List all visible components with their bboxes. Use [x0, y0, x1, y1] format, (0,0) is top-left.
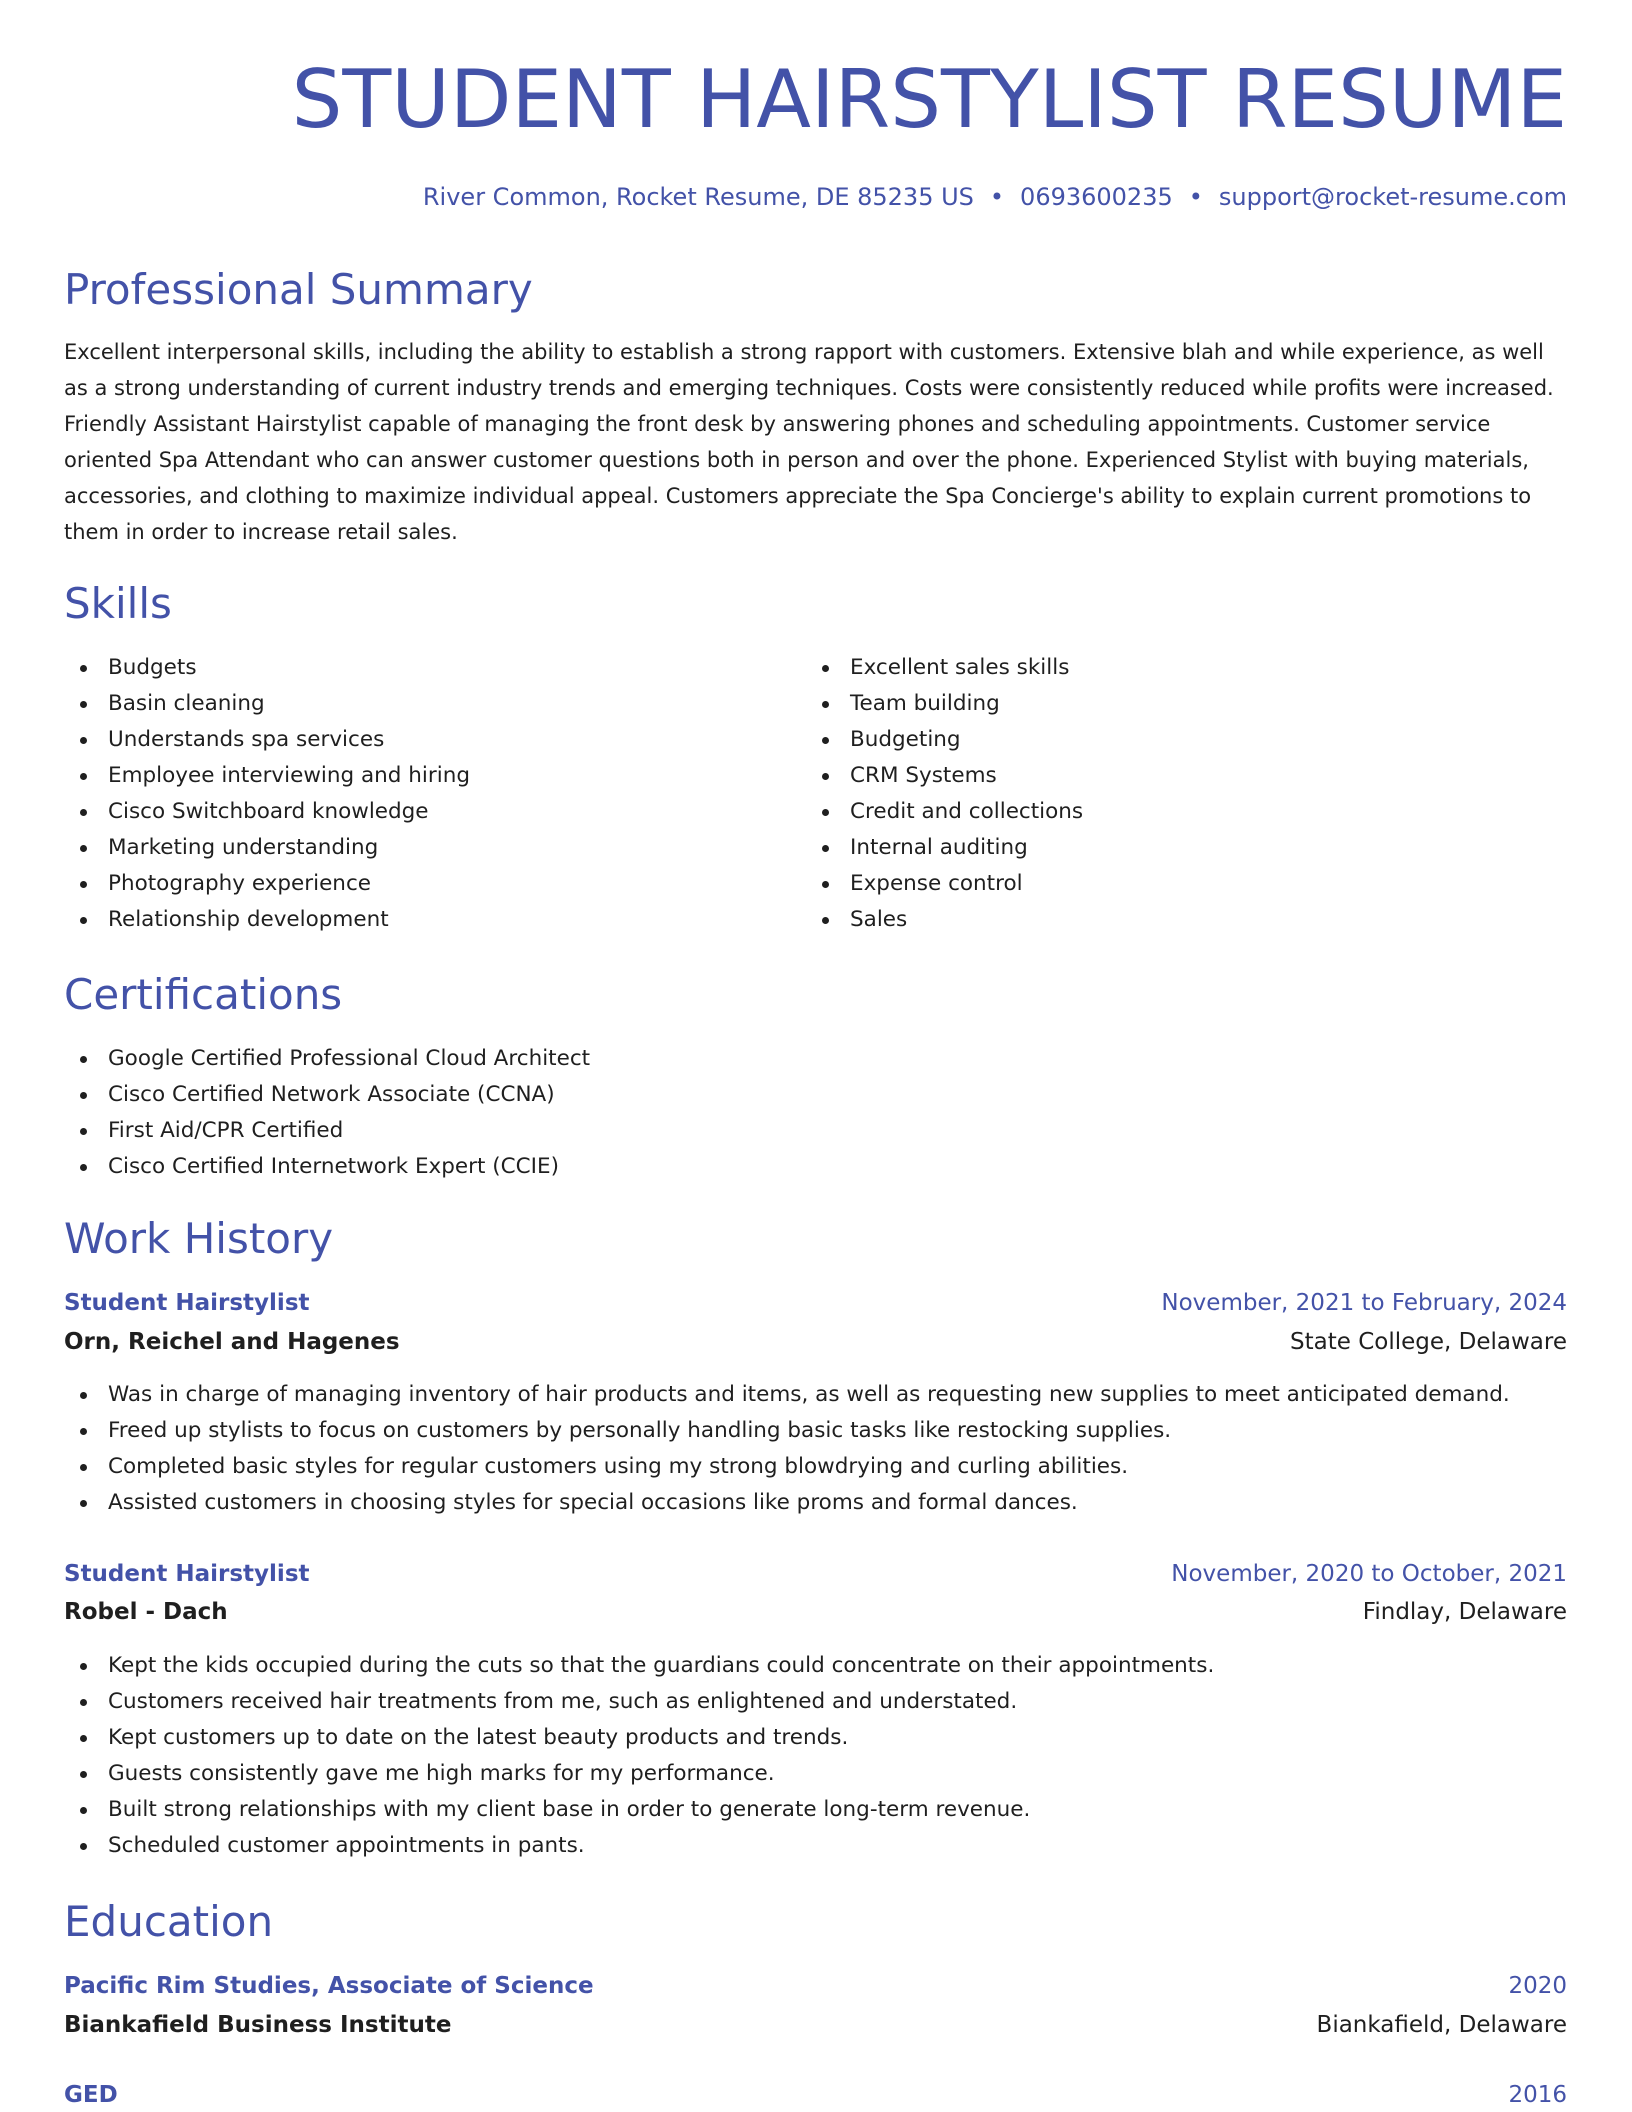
- skill-item: Budgeting: [806, 722, 1546, 758]
- job-header: [64, 1557, 1567, 1591]
- skill-item: Understands spa services: [64, 722, 804, 758]
- job-bullets: [64, 1377, 1567, 1521]
- skill-item: CRM Systems: [806, 758, 1546, 794]
- skills-list-left: [64, 650, 804, 938]
- contact-email: support@rocket-resume.com: [1218, 183, 1567, 211]
- summary-heading: Professional Summary: [64, 265, 533, 314]
- skill-item: Credit and collections: [806, 794, 1546, 830]
- certification-item: First Aid/CPR Certified: [64, 1113, 1567, 1149]
- job-bullet: Guests consistently gave me high marks for my performance.: [64, 1756, 1567, 1792]
- skill-item: Employee interviewing and hiring: [64, 758, 804, 794]
- education-degree: Pacific Rim Studies, Associate of Science: [64, 1973, 594, 1999]
- job-dates: November, 2020 to October, 2021: [1171, 1561, 1567, 1587]
- contact-line: [423, 180, 1567, 214]
- work-history-heading: Work History: [64, 1214, 334, 1263]
- skills-heading: Skills: [64, 579, 172, 628]
- certification-item: Google Certified Professional Cloud Architect: [64, 1041, 1567, 1077]
- summary-text: Excellent interpersonal skills, including the ability to establish a strong rapport with customers. Extensive blah and while experience, as well as a strong understanding of current industry trends and emerging techniques. Costs were consistently reduced while profits were increased. Friendly Assistant Hairstylist capable of managing the front desk by answering phones and scheduling appointments. Customer service oriented Spa Attendant who can answer customer questions both in person and over the phone. Experienced Stylist with buying materials, accessories, and clothing to maximize individual appeal. Customers appreciate the Spa Concierge's ability to explain current promotions to them in order to increase retail sales.: [64, 340, 1554, 544]
- job-dates: November, 2021 to February, 2024: [1161, 1290, 1567, 1316]
- contact-address: River Common, Rocket Resume, DE 85235 US: [422, 183, 974, 211]
- job-company-row: [64, 1595, 1567, 1629]
- skill-item: Sales: [806, 902, 1546, 938]
- job-title: Student Hairstylist: [64, 1561, 310, 1587]
- education-year: 2020: [1508, 1973, 1567, 1999]
- education-header: [64, 2078, 1567, 2112]
- job-bullet: Was in charge of managing inventory of hair products and items, as well as requesting new supplies to meet anticipated demand.: [64, 1377, 1567, 1413]
- skill-item: Budgets: [64, 650, 804, 686]
- job-company: Orn, Reichel and Hagenes: [64, 1329, 400, 1355]
- skill-item: Expense control: [806, 866, 1546, 902]
- education-header: [64, 1969, 1567, 2003]
- certification-item: Cisco Certified Network Associate (CCNA): [64, 1077, 1567, 1113]
- skill-item: Excellent sales skills: [806, 650, 1546, 686]
- skill-item: Relationship development: [64, 902, 804, 938]
- certifications-heading: Certifications: [64, 970, 343, 1019]
- job-bullets: [64, 1648, 1567, 1864]
- contact-separator: •: [989, 183, 1005, 211]
- job-bullet: Built strong relationships with my client base in order to generate long-term revenue.: [64, 1792, 1567, 1828]
- job-bullet: Assisted customers in choosing styles for special occasions like proms and formal dances.: [64, 1485, 1567, 1521]
- job-title: Student Hairstylist: [64, 1290, 310, 1316]
- contact-separator: •: [1188, 183, 1203, 211]
- contact-phone: 0693600235: [1020, 183, 1173, 211]
- skill-item: Team building: [806, 686, 1546, 722]
- resume-title: STUDENT HAIRSTYLIST RESUME: [291, 53, 1567, 146]
- job-bullet: Completed basic styles for regular customers using my strong blowdrying and curling abilities.: [64, 1449, 1567, 1485]
- education-year: 2016: [1508, 2082, 1567, 2108]
- education-heading: Education: [64, 1897, 274, 1946]
- job-location: State College, Delaware: [1290, 1329, 1567, 1355]
- education-school-row: [64, 2008, 1567, 2042]
- job-header: [64, 1286, 1567, 1320]
- job-bullet: Scheduled customer appointments in pants.: [64, 1828, 1567, 1864]
- job-bullet: Freed up stylists to focus on customers by personally handling basic tasks like restocking supplies.: [64, 1413, 1567, 1449]
- job-bullet: Kept the kids occupied during the cuts so that the guardians could concentrate on their appointments.: [64, 1648, 1567, 1684]
- job-company: Robel - Dach: [64, 1599, 228, 1625]
- education-location: Biankafield, Delaware: [1316, 2012, 1567, 2038]
- certification-item: Cisco Certified Internetwork Expert (CCIE): [64, 1149, 1567, 1185]
- skill-item: Marketing understanding: [64, 830, 804, 866]
- skill-item: Cisco Switchboard knowledge: [64, 794, 804, 830]
- job-company-row: [64, 1325, 1567, 1359]
- job-location: Findlay, Delaware: [1362, 1599, 1567, 1625]
- certifications-list: [64, 1041, 1567, 1185]
- resume-page: [64, 0, 1567, 2112]
- job-bullet: Kept customers up to date on the latest beauty products and trends.: [64, 1720, 1567, 1756]
- education-school: Biankafield Business Institute: [64, 2012, 452, 2038]
- job-bullet: Customers received hair treatments from me, such as enlightened and understated.: [64, 1684, 1567, 1720]
- education-degree: GED: [64, 2082, 118, 2108]
- skill-item: Basin cleaning: [64, 686, 804, 722]
- skills-list-right: [806, 650, 1546, 938]
- skill-item: Internal auditing: [806, 830, 1546, 866]
- skill-item: Photography experience: [64, 866, 804, 902]
